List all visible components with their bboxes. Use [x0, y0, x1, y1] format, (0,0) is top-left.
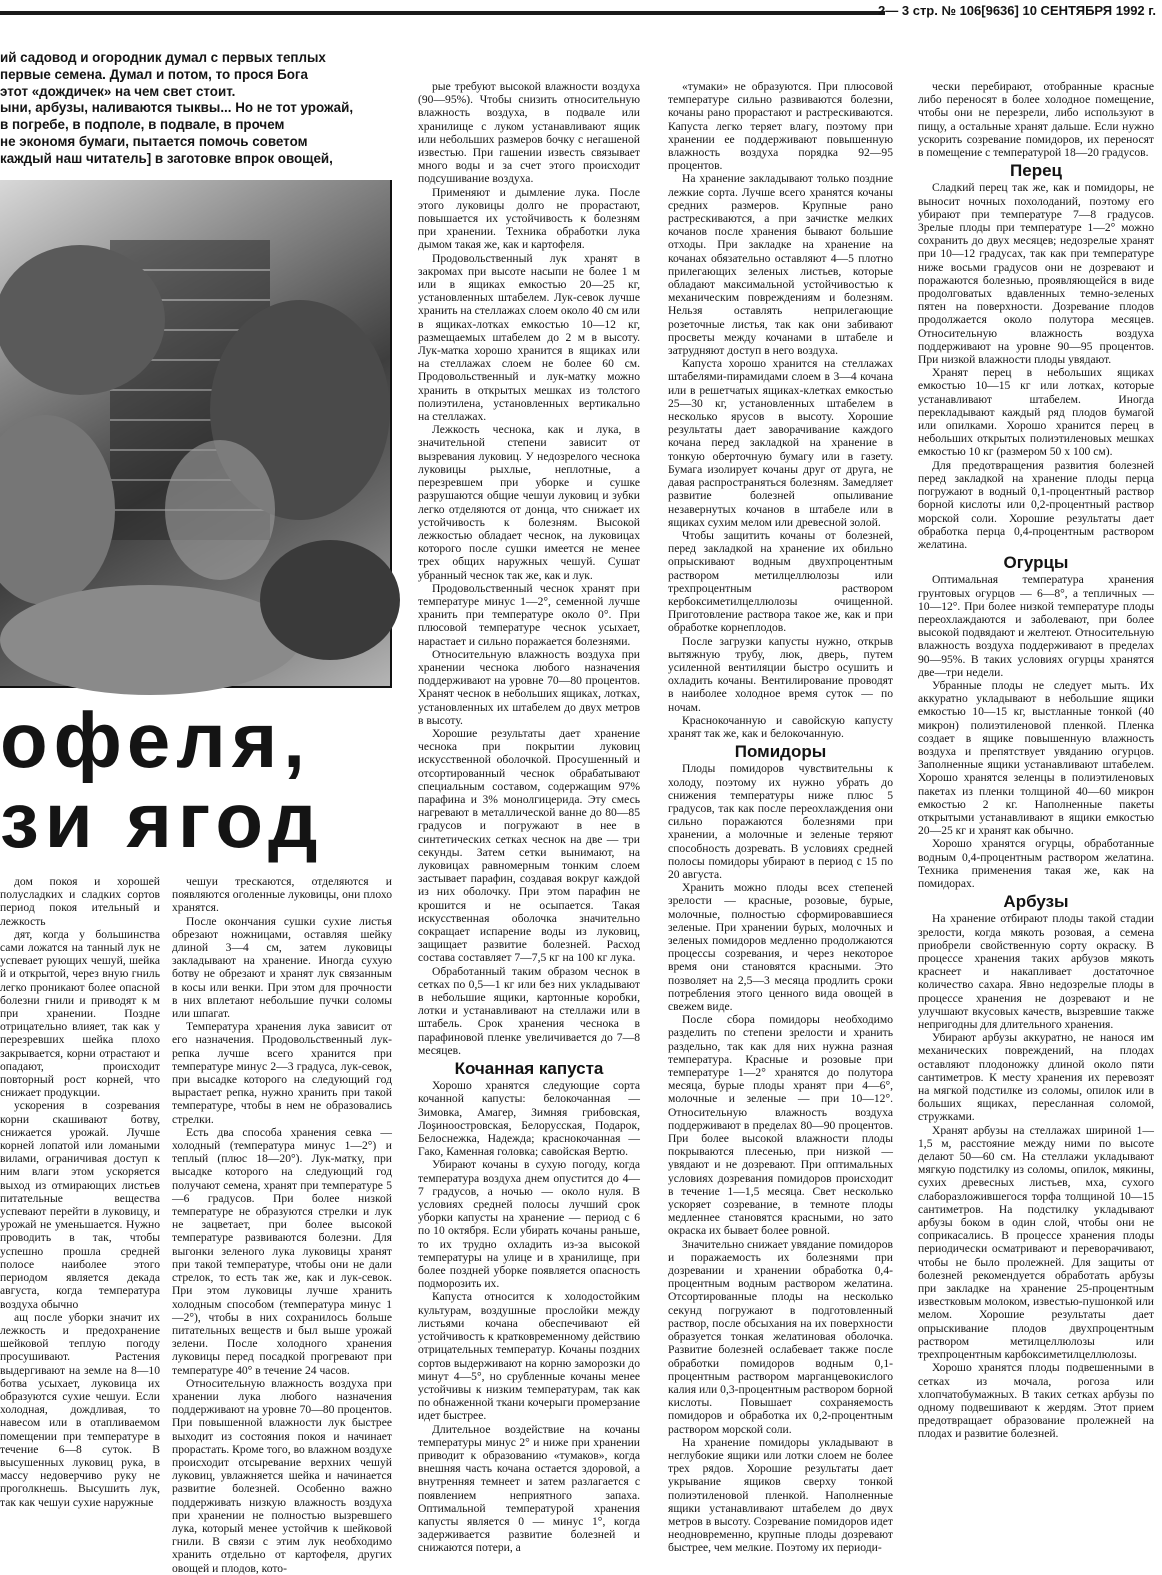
paragraph: Длительное воздействие на кочаны температуры минус 2° и ниже при хранении приводит к образованию «тумаков», когда внешняя часть кочана остается здоровой, а внутренняя темнеет и затем разлагается с появлением неприятного запаха. Оптимальной температурой хранения капусты является 0 — минус 1°, когда задерживается развитие болезней и снижаются потери, а: [418, 1422, 640, 1555]
paragraph: На хранение закладывают только поздние лежкие сорта. Лучше всего хранятся кочаны средних размеров. Крупные рано растрескиваются, а при зачистке мелких кочанов после хранения бывают большие отходы. При закладке на хранение на кочанах обязательно оставляют 4—5 плотно прилегающих зеленых листьев, которые обладают максимальной устойчивостью к механическим повреждениям и болезням. Нельзя оставлять неприлегающие розеточные листья, так как они забивают просветы между кочанами в штабеле и затрудняют доступ в него воздуха.: [668, 172, 893, 358]
section-heading-pepper: Перец: [1010, 161, 1062, 181]
paragraph: Значительно снижает увядание помидоров и поражаемость их болезнями при дозревании и хранении обработка 0,4-процентным водным раствором желатина. Отсортированные плоды на несколько секунд погружают в подготовленный раствор, после обсыхания на их поверхности образуется тонкая желатиновая оболочка. Развитие болезней ослабевает также после обработки помидоров водным 0,1-процентным раствором марганцевокислого калия или 0,3-процентным раствором борной кислоты. Повышает сохраняемость помидоров и обработка их 0,2-процентным раствором морской соли.: [668, 1237, 893, 1436]
intro-line: ий садовод и огородник думал с первых теплых: [0, 50, 326, 65]
paragraph: дят, когда у большинства сами ложатся на танный лук не успевает рующих чешуй, шейка й и открытой, через вную гниль легко проникают более опасной болезни гнили и приводят к м при хранении. Поздне отрицательно влияет, так как у перезревших шейка плохо закрывается, корни отрастают и опадают, происходит повторный рост корней, что снижает продукции.: [0, 927, 160, 1100]
paragraph: Продовольственный чеснок хранят при температуре минус 1—2°, семенной лучше хранить при температуре около 0°. При плюсовой температуре чеснок усыхает, нарастает и сильно поражается болезнями.: [418, 581, 640, 648]
paragraph: Оптимальная температура хранения грунтовых огурцов — 6—8°, а тепличных — 10—12°. При более низкой температуре плоды переохлаждаются и заболевают, при более высокой подвядают и желтеют. Относительную влажность воздуха поддерживают в пределах 90—95%. В таких условиях огурцы хранятся две—три недели.: [918, 573, 1154, 679]
paragraph: чески перебирают, отобранные красные либо переносят в более холодное помещение, чтобы они не перезрели, либо используют в пищу, а остальные хранят дальше. Если нужно ускорить созревание помидоров, их переносят в помещение с температурой 18—20 градусов.: [918, 80, 1154, 160]
masthead-rule: [0, 11, 885, 15]
intro-line: каждый наш читатель] в заготовке впрок овощей,: [0, 150, 333, 166]
paragraph: Краснокочанную и савойскую капусту хранят так же, как и белокочанную.: [668, 713, 893, 740]
intro-line: не экономя бумаги, пытается помочь советом: [0, 133, 308, 149]
paragraph: Хранят арбузы на стеллажах шириной 1—1,5 м, расстояние между ними по высоте делают 50—60 см. На стеллажи укладывают мягкую подстилку из соломы, опилок, мякины, сухих древесных листьев, мха, сухого слаборазложившегося торфа толщиной 10—15 сантиметров. На подстилку укладывают арбузы боком в один слой, чтобы они не соприкасались. В процессе хранения плоды периодически осматривают и переворачивают, чтобы не было пролежней. Для защиты от болезней рекомендуется обработать арбузы при закладке на хранение 25-процентным известковым молоком, известью-пушонкой или мелом. Хорошие результаты дает опрыскивание плодов двухпроцентным раствором метилцеллюлозы или трехпроцентным карбоксиметилцеллюлозы.: [918, 1123, 1154, 1362]
masthead: [0, 0, 1162, 22]
paragraph: Продовольственный лук хранят в закромах при высоте насыпи не более 1 м или в ящиках емкостью 20—25 кг, установленных штабелем. Лук-севок лучше хранить на стеллажах слоем около 40 см или в ящиках-лотках емкостью 10—12 кг, размещаемых штабелем до 2 м в высоту. Лук-матка хорошо хранится в ящиках или на стеллажах слоем не более 60 см. Продовольственный и лук-матку можно хранить в открытых мешках из толстого полиэтилена, установленных вертикально на стеллажах.: [418, 251, 640, 424]
article-column-5: [918, 80, 1154, 1530]
paragraph: Капуста относится к холодостойким культурам, воздушные прослойки между листьями кочана обеспечивают ей устойчивость к кратковременному действию отрицательных температур. Кочаны поздних сортов выдерживают на корню заморозки до минут 4—5°, но срубленные кочаны менее устойчивы к низким температурам, так как по обнаженной ткани кочерыги промерзание идет быстрее.: [418, 1290, 640, 1423]
paragraph: После окончания сушки сухие листья обрезают ножницами, оставляя шейку длиной 3—4 см, затем луковицы закладывают на хранение. Иногда сухую ботву не обрезают и хранят лук связанным в косы или венки. При этом для прочности в них вплетают небольшие пучки соломы или шпагат.: [172, 914, 392, 1021]
section-heading-watermelons: Арбузы: [1003, 892, 1069, 912]
intro-lead: [0, 50, 390, 168]
intro-line: первые семена. Думал и потом, то прося Бога: [0, 66, 308, 82]
paragraph: Хорошо хранятся следующие сорта кочанной капусты: белокочанная — Зимовка, Амагер, Зимняя грибовская, Лоşиноостровская, Белорусская, Подарок, Белоснежка, Надежда; краснокочанная — Гако, Каменная головка; савойская Вертю.: [418, 1079, 640, 1159]
paragraph: рые требуют высокой влажности воздуха (90—95%). Чтобы снизить относительную влажность воздуха, в подвале или хранилище с луком устанавливают ящик или небольших размеров бочку с негашеной известью. При гашении известь связывает много воды и за счет этого происходит подсушивание воздуха.: [418, 80, 640, 186]
paragraph: Относительную влажность воздуха при хранении чеснока любого назначения поддерживают на уровне 70—80 процентов. Хранят чеснок в небольших ящиках, лотках, установленных их штабелем до двух метров в высоту.: [418, 647, 640, 727]
article-column-1: [0, 875, 160, 1530]
article-column-4: [668, 80, 893, 1555]
article-column-3: [418, 80, 640, 1555]
paragraph: Применяют и дымление лука. После этого луковицы долго не прорастают, повышается их устойчивость к болезням при хранении. Техника обработки лука дымом такая же, как и картофеля.: [418, 185, 640, 252]
intro-line: этот «дождичек» на чем свет стоит.: [0, 83, 236, 99]
article-column-2-top: [172, 875, 392, 1575]
headline-line-2: зи ягод: [0, 776, 324, 864]
paragraph: Капуста хорошо хранится на стеллажах штабелями-пирамидами слоем в 3—4 кочана или в решетчатых ящиках-клетках емкостью 25—30 кг, установленных штабелем в несколько ярусов в высоту. Хорошие результаты дает заворачивание каждого кочана перед закладкой на хранение в тонкую оберточную бумагу или в газету. Бумага изолирует кочаны друг от друга, не давая распространяться болезням. Замедляет развитие болезней опыливание незавернутых кочанов в штабеле или в ящиках сухим мелом или древесной золой.: [668, 357, 893, 529]
paragraph: Хорошо хранятся огурцы, обработанные водным 0,4-процентным раствором желатина. Техника применения такая же, как на помидорах.: [918, 837, 1154, 890]
headline-line-1: офеля,: [0, 696, 311, 784]
paragraph: «тумаки» не образуются. При плюсовой температуре сильно развиваются болезни, кочаны рано прорастают и растрескиваются. Капуста легко теряет влагу, поэтому при хранении ее поддерживают повышенную влажность воздуха порядка 92—95 процентов.: [668, 80, 893, 173]
paragraph: Убирают кочаны в сухую погоду, когда температура воздуха днем опустится до 4—7 градусов, а ночью — около нуля. В условиях средней полосы лучший срок уборки капусты на хранение — период с 6 по 10 октября. Если убирать кочаны раньше, то их трудно охладить из-за высокой температуры на улице и в хранилище, при более поздней уборке появляется опасность подморозить их.: [418, 1158, 640, 1291]
section-heading-tomatoes: Помидоры: [734, 742, 827, 762]
paragraph: Сладкий перец так же, как и помидоры, не выносит ночных похолоданий, поэтому его убирают при температуре 7—8 градусов. Зрелые плоды при температуре 1—2° можно сохранить до двух месяцев; недозрелые хранят при 10—12 градусах, так как при температуре ниже восьми градусов они не дозревают и поражаются болезнью, проявляющейся в виде продолговатых вдавленных темно-зеленых пятен на поверхности. Дозревание плодов продолжается около полутора месяцев. Относительную влажность воздуха поддерживают на уровне 90—95 процентов. При низкой влажности плоды увядают.: [918, 181, 1154, 367]
paragraph: Чтобы защитить кочаны от болезней, перед закладкой на хранение их обильно опрыскивают водным двухпроцентным раствором метилцеллюлозы или трехпроцентным раствором кербоксиметилцеллюлозы очищенной. Приготовление раствора такое же, как и при обработке корнеплодов.: [668, 528, 893, 635]
vegetables-photo: [0, 180, 392, 688]
paragraph: ащ после уборки значит их лежкость и предохранение шейковой теплую погоду просушивают. Растения выдергивают на земле на 8—10 ботва усыхает, луковица их образуются сухие чешуи. Если холодная, дождливая, то навесом или в отапливаемом помещении при температуре в течение 6—8 суток. В высушенных луковиц рука, в массу недоверчиво руку не проголкнешь. Высушить лук, так как чешуи сухие наружные: [0, 1310, 160, 1509]
paragraph: ускорения в созревания корни скашивают ботву, снижается урожай. Лучше корней лопатой или ломаными вилами, ограничивая доступ к ним влаги этом ускоряется выход из отмирающих листьев питательные вещества успевают перейти в луковицу, и урожай не уменьшается. Нужно проводить в так, чтобы успешно прошла средней полосе наиболее этого периодом является декада августа, когда температура воздуха обычно: [0, 1099, 160, 1311]
paragraph: На хранение отбирают плоды такой стадии зрелости, когда мякоть розовая, а семена приобрели свойственную сорту окраску. В процессе хранения таких арбузов мякоть краснеет и накапливает достаточное количество сахара. Явно недозрелые плоды в процессе хранения не дозревают и не улучшают вкусовых качеств, вызревшие также непригодны для длительного хранения.: [918, 912, 1154, 1032]
paragraph: Хорошо хранятся плоды подвешенными в сетках из мочала, рогоза или хлопчатобумажных. В таких сетках арбузы по одному подвешивают к жердям. Этот прием предотвращает образование пролежней на плодах и развитие болезней.: [918, 1361, 1154, 1441]
paragraph: Убранные плоды не следует мыть. Их аккуратно укладывают в небольшие ящики емкостью 10—15 кг, выстланные тонкой (40 микрон) полиэтиленовой пленкой. Пленка создает в ящике повышенную влажность воздуха и препятствует увяданию огурцов. Заполненные ящики устанавливают штабелем. Хорошо хранятся зеленцы в полиэтиленовых пакетах из пленки толщиной 40—60 микрон емкостью 2 кг. Наполненные пакеты открытыми устанавливают в ящики емкостью 20—25 кг и хранят как обычно.: [918, 678, 1154, 838]
paragraph: Есть два способа хранения севка — холодный (температура минус 1—2°) и теплый (плюс 18—20°). Лук-матку, при высадке которого на следующий год получают семена, хранят при температуре 5—6 градусов. При более низкой температуре не образуются стрелки и лук не зацветает, при более высокой температуре развиваются болезни. Для выгонки зеленого лука луковицы хранят при такой температуре, чтобы они не дали стрелок, то есть так же, как и лук-севок. При этом луковицы лучше хранить холодным способом (температура минус 1—2°), чтобы в них сохранилось больше питательных веществ и был выше урожай зелени. После холодного хранения луковицы перед посадкой прогревают при температуре 40° в течение 24 часов.: [172, 1125, 392, 1377]
paragraph: Температура хранения лука зависит от его назначения. Продовольственный лук-репка лучше всего хранится при температуре минус 2—3 градуса, лук-севок, при высадке которого на следующий год вырастает репка, нужно хранить при такой температуре, чтобы в нем не образовались стрелки.: [172, 1020, 392, 1126]
paragraph: Обработанный таким образом чеснок в сетках по 0,5—1 кг или без них укладывают в небольшие ящики, картонные коробки, лотки и устанавливают на стеллажи или в штабель. Срок хранения чеснока в парафиновой пленке увеличивается до 7—8 месяцев.: [418, 964, 640, 1057]
paragraph: Убирают арбузы аккуратно, не нанося им механических повреждений, на плодах оставляют плодоножку длиной около пяти сантиметров. К месту хранения их перевозят на мягкой подстилке из соломы, опилок или в больших ящиках, пересланная соломой, стружками.: [918, 1031, 1154, 1124]
intro-line: в погребе, в подполе, в подвале, в прочем: [0, 117, 285, 133]
intro-line: ыни, арбузы, наливаются тыквы... Но не тот урожай,: [0, 100, 354, 116]
section-heading-cabbage: Кочанная капуста: [454, 1059, 604, 1079]
section-heading-cucumbers: Огурцы: [1003, 553, 1069, 573]
paragraph: Лежкость чеснока, как и лука, в значительной степени зависит от вызревания луковиц. У недозрелого чеснока луковицы рыхлые, неплотные, а перезревшем при уборке и сушке разрушаются общие чешуи луковиц и зубки легко отделяются от донца, что снижает их устойчивость к болезням. Высокой лежкостью обладает чеснок, на луковицах которого после сушки имеется не менее трех общих наружных чешуй. Сушат убранный чеснок так же, как и лук.: [418, 423, 640, 582]
paragraph: дом покоя и хорошей полусладких и сладких сортов период покоя ительный и лежкость: [0, 875, 160, 928]
paragraph: Хорошие результаты дает хранение чеснока при покрытии луковиц искусственной оболочкой. Просушенный и отсортированный чеснок обрабатывают специальным составом, содержащим 97% парафина и 3% монолгицерида. Эту смесь нагревают в металлической ванне до 80—85 градусов и погружают в нее в синтетических сетках чеснок на две — три секунды. Затем сетки вынимают, на луковицах равномерным тонким слоем застывает парафин, создавая вокруг каждой из них оболочку. При этом парафин не крошится и не осыпается. Такая искусственная оболочка значительно сокращает испарение воды из луковиц, защищает развитие болезней. Расход состава составляет 7—7,5 кг на 100 кг лука.: [418, 726, 640, 965]
paragraph: Плоды помидоров чувствительны к холоду, поэтому их нужно убрать до снижения температуры ниже плюс 5 градусов, так как после переохлаждения они сильно поражаются болезнями при хранении, а молочные и зеленые теряют способность дозревать. В условиях средней полосы помидоры убирают в период с 15 по 20 августа.: [668, 762, 893, 881]
paragraph: чешуи трескаются, отделяются и появляются оголенные луковицы, они плохо хранятся.: [172, 875, 392, 915]
paragraph: Хранить можно плоды всех степеней зрелости — красные, розовые, бурые, молочные, полностью сформировавшиеся зеленые. При хранении бурых, молочных и зеленых помидоров медленно продолжаются процессы созревания, и через некоторое время они становятся красными. Это позволяет на 2,5—3 месяца продлить сроки потребления этого ценного вида овощей в свежем виде.: [668, 881, 893, 1014]
issue-info: 2— 3 стр. № 106[9636] 10 СЕНТЯБРЯ 1992 г.: [878, 3, 1156, 18]
paragraph: После загрузки капусты нужно, открыв вытяжную трубу, люк, дверь, путем усиленной вентиляции быстро осушить и охладить кочаны. Вентилирование проводят в наиболее холодное время суток — по ночам.: [668, 634, 893, 714]
paragraph: На хранение помидоры укладывают в неглубокие ящики или лотки слоем не более трех рядов. Хорошие результаты дает укрывание ящиков сверху тонкой полиэтиленовой пленкой. Наполненные ящики устанавливают штабелем до двух метров в высоту. Созревание помидоров идет неодновременно, крупные плоды дозревают быстрее, чем мелкие. Поэтому их периоди-: [668, 1435, 893, 1555]
paragraph: Для предотвращения развития болезней перед закладкой на хранение плоды перца погружают в водный 0,1-процентный раствор борной кислоты или 0,2-процентный раствор морской соли. Хорошие результаты дает обработка перца 0,4-процентным раствором желатина.: [918, 458, 1154, 551]
paragraph: Относительную влажность воздуха при хранении лука любого назначения поддерживают на уровне 70—80 процентов. При повышенной влажности лук быстрее выходит из состояния покоя и начинает прорастать. Кроме того, во влажном воздухе происходит отсыревание верхних чешуй луковиц, увлажняется шейка и начинается развитие болезней. Особенно важно поддерживать низкую влажность воздуха при хранении не полностью вызревшего лука, который менее устойчив к шейковой гнили. В связи с этим лук необходимо хранить отдельно от картофеля, других овощей и плодов, кото-: [172, 1376, 392, 1575]
paragraph: После сбора помидоры необходимо разделить по степени зрелости и хранить раздельно, так как для них нужна разная температура. Красные и розовые при температуре 1—2° хранятся до полутора месяца, бурые плоды хранят при 4—6°, молочные и зеленые — при 10—12°. Относительную влажность воздуха поддерживают в пределах 80—90 процентов. При более высокой влажности плоды покрываются плесенью, при низкой — увядают и не дозревают. При оптимальных условиях дозревания помидоров происходит в течение 1—1,5 месяца. Свет несколько ускоряет созревание, в темноте плоды медленнее становятся красными, но зато окраска их бывает более ровной.: [668, 1013, 893, 1238]
paragraph: Хранят перец в небольших ящиках емкостью 10—15 кг или лотках, которые устанавливают штабелем. Иногда перекладывают каждый ряд плодов бумагой или опилками. Хорошо хранится перец в небольших открытых полиэтиленовых мешках емкостью 10 кг (размером 50 х 100 см).: [918, 366, 1154, 459]
